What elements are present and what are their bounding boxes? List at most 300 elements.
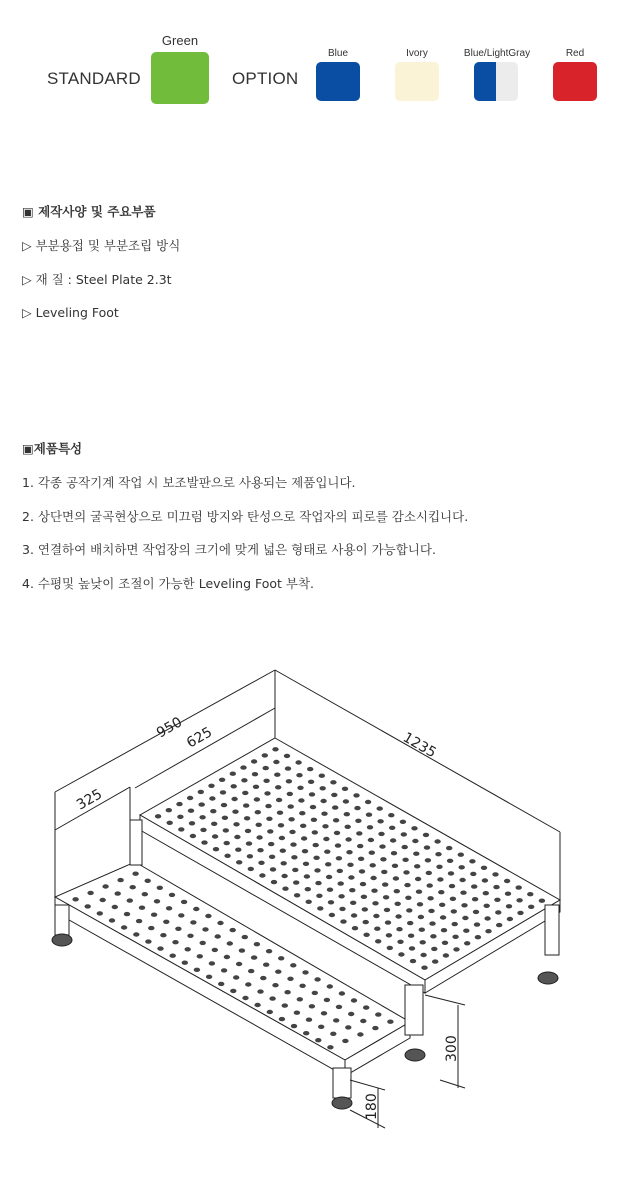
perforation-hole (459, 865, 465, 869)
perforation-hole (172, 940, 178, 944)
perforation-hole (236, 860, 242, 864)
perforation-hole (304, 874, 310, 878)
perforation-hole (395, 914, 401, 918)
perforation-hole (370, 876, 376, 880)
perforation-hole (301, 836, 307, 840)
perforation-hole (224, 854, 230, 858)
perforation-hole (378, 832, 384, 836)
perforation-hole (472, 897, 478, 901)
perforation-hole (175, 927, 181, 931)
perforation-hole (363, 933, 369, 937)
perforation-hole (516, 898, 522, 902)
perforation-hole (109, 918, 115, 922)
perforation-hole (377, 806, 383, 810)
perforation-hole (263, 766, 269, 770)
perforation-hole (317, 906, 323, 910)
perforation-hole (327, 888, 333, 892)
perforation-hole (350, 901, 356, 905)
perforation-hole (414, 864, 420, 868)
perforation-hole (270, 867, 276, 871)
perforation-hole (282, 1003, 288, 1007)
perforation-hole (160, 933, 166, 937)
perforation-hole (432, 959, 438, 963)
perforation-hole (438, 890, 444, 894)
perforation-hole (223, 828, 229, 832)
perforation-hole (187, 934, 193, 938)
perforation-hole (313, 856, 319, 860)
perforation-hole (516, 885, 522, 889)
perforation-hole (258, 861, 264, 865)
perforation-hole (142, 892, 148, 896)
perforation-hole (366, 813, 372, 817)
perforation-hole (363, 920, 369, 924)
perforation-hole (127, 898, 133, 902)
perforation-hole (393, 876, 399, 880)
perforation-hole (272, 747, 278, 751)
perforation-hole (279, 836, 285, 840)
perforation-hole (100, 898, 106, 902)
perforation-hole (363, 1005, 369, 1009)
swatch-blue (316, 62, 360, 101)
perforation-hole (380, 857, 386, 861)
perforation-hole (280, 849, 286, 853)
perforation-hole (188, 809, 194, 813)
perforation-hole (411, 826, 417, 830)
swatch-blue-lightgray (474, 62, 518, 101)
perforation-hole (302, 849, 308, 853)
perforation-hole (294, 893, 300, 897)
perforation-hole (193, 907, 199, 911)
perforation-hole (359, 869, 365, 873)
perforation-hole (446, 846, 452, 850)
perforation-hole (323, 837, 329, 841)
perforation-hole (447, 859, 453, 863)
perforation-hole (236, 962, 242, 966)
perforation-hole (372, 901, 378, 905)
perforation-hole (427, 896, 433, 900)
perforation-hole (244, 816, 250, 820)
perforation-hole (330, 780, 336, 784)
perforation-hole (356, 831, 362, 835)
perforation-hole (505, 892, 511, 896)
perforation-hole (428, 909, 434, 913)
perforation-hole (345, 1025, 351, 1029)
swatch-label-blue-lightgray: Blue/LightGray (463, 48, 531, 59)
perforation-hole (233, 822, 239, 826)
perforation-hole (315, 881, 321, 885)
perforation-hole (194, 968, 200, 972)
perforation-hole (389, 826, 395, 830)
perforation-hole (371, 889, 377, 893)
perforation-hole (292, 868, 298, 872)
perforation-hole (336, 856, 342, 860)
perforation-hole (357, 844, 363, 848)
perforation-hole (274, 773, 280, 777)
perforation-hole (426, 871, 432, 875)
perforation-hole (197, 954, 203, 958)
perforation-hole (539, 899, 545, 903)
perforation-hole (361, 895, 367, 899)
perforation-hole (373, 914, 379, 918)
perforation-hole (435, 852, 441, 856)
perforation-hole (200, 828, 206, 832)
perforation-hole (287, 792, 293, 796)
perforation-hole (233, 975, 239, 979)
perforation-hole (166, 808, 172, 812)
perforation-hole (209, 961, 215, 965)
perforation-hole (383, 895, 389, 899)
perforation-hole (348, 875, 354, 879)
perforation-hole (439, 903, 445, 907)
perforation-hole (358, 857, 364, 861)
standard-label: STANDARD (47, 69, 141, 88)
perforation-hole (424, 845, 430, 849)
perforation-hole (310, 805, 316, 809)
perforation-hole (375, 939, 381, 943)
perforation-hole (189, 821, 195, 825)
perforation-hole (282, 887, 288, 891)
perforation-hole (269, 996, 275, 1000)
perforation-hole (242, 996, 248, 1000)
perforation-hole (202, 927, 208, 931)
perforation-hole (328, 900, 334, 904)
perforation-hole (212, 834, 218, 838)
perforation-hole (169, 893, 175, 897)
perforation-hole (215, 934, 221, 938)
perforation-hole (255, 810, 261, 814)
perforation-hole (154, 899, 160, 903)
perforation-hole (420, 940, 426, 944)
perforation-hole (377, 819, 383, 823)
perforation-hole (284, 754, 290, 758)
perforation-hole (327, 984, 333, 988)
perforation-hole (132, 872, 138, 876)
perforation-hole (205, 914, 211, 918)
perforation-hole (187, 796, 193, 800)
perforation-hole (418, 915, 424, 919)
perforation-hole (493, 885, 499, 889)
perforation-hole (506, 904, 512, 908)
perforation-hole (347, 863, 353, 867)
perforation-hole (208, 784, 214, 788)
feature-item: 4. 수평및 높낮이 조절이 가능한 Leveling Foot 부착. (22, 576, 315, 591)
perforation-hole (382, 882, 388, 886)
feature-item: 2. 상단면의 굴곡현상으로 미끄럼 방지와 탄성으로 작업자의 피로를 감소시킵니다. (22, 509, 469, 524)
perforation-hole (275, 970, 281, 974)
perforation-hole (351, 998, 357, 1002)
perforation-hole (206, 975, 212, 979)
dim-length: 1235 (400, 729, 439, 762)
feature-item: 1. 각종 공작기계 작업 시 보조발판으로 사용되는 제품입니다. (22, 475, 356, 490)
perforation-hole (272, 983, 278, 987)
perforation-hole (463, 929, 469, 933)
perforation-hole (182, 961, 188, 965)
perforation-hole (264, 791, 270, 795)
perforation-hole (267, 1010, 273, 1014)
perforation-hole (415, 877, 421, 881)
perforation-hole (268, 842, 274, 846)
perforation-hole (409, 946, 415, 950)
perforation-hole (345, 837, 351, 841)
perforation-hole (266, 949, 272, 953)
perforation-hole (362, 907, 368, 911)
perforation-hole (473, 910, 479, 914)
perforation-hole (330, 1032, 336, 1036)
perforation-hole (494, 898, 500, 902)
perforation-hole (296, 773, 302, 777)
perforation-hole (504, 879, 510, 883)
perforation-hole (294, 1011, 300, 1015)
perforation-hole (401, 832, 407, 836)
perforation-hole (507, 917, 513, 921)
perforation-hole (286, 779, 292, 783)
perforation-hole (239, 948, 245, 952)
perforation-hole (136, 919, 142, 923)
perforation-hole (321, 812, 327, 816)
perforation-hole (273, 760, 279, 764)
perforation-hole (379, 844, 385, 848)
option-label: OPTION (232, 69, 299, 88)
perforation-hole (276, 798, 282, 802)
perforation-hole (254, 797, 260, 801)
perforation-hole (388, 813, 394, 817)
perforation-hole (300, 824, 306, 828)
perforation-hole (425, 858, 431, 862)
perforation-hole (484, 904, 490, 908)
perforation-hole (266, 817, 272, 821)
perforation-hole (316, 894, 322, 898)
perforation-hole (527, 892, 533, 896)
perforation-hole (253, 785, 259, 789)
perforation-hole (470, 872, 476, 876)
perforation-hole (271, 880, 277, 884)
perforation-hole (461, 903, 467, 907)
perforation-hole (230, 928, 236, 932)
perforation-hole (314, 868, 320, 872)
perforation-hole (308, 780, 314, 784)
perforation-hole (355, 819, 361, 823)
swatch-label-red: Red (565, 48, 585, 59)
perforation-hole (326, 875, 332, 879)
perforation-hole (220, 790, 226, 794)
perforation-hole (413, 852, 419, 856)
perforation-hole (452, 935, 458, 939)
perforation-hole (200, 941, 206, 945)
perforation-hole (360, 1019, 366, 1023)
perforation-hole (459, 878, 465, 882)
perforation-hole (320, 786, 326, 790)
swatch-label-blue: Blue (327, 48, 348, 59)
perforation-hole (453, 947, 459, 951)
perforation-hole (212, 948, 218, 952)
perforation-hole (298, 798, 304, 802)
perforation-hole (311, 818, 317, 822)
spec-title: ▣ 제작사양 및 주요부품 (22, 204, 156, 219)
feature-item: 3. 연결하여 배치하면 작업장의 크기에 맞게 넓은 형태로 사용이 가능합니다. (22, 542, 436, 557)
perforation-hole (431, 947, 437, 951)
perforation-hole (384, 908, 390, 912)
perforation-hole (263, 963, 269, 967)
perforation-hole (340, 919, 346, 923)
perforation-hole (305, 887, 311, 891)
perforation-hole (121, 925, 127, 929)
perforation-hole (324, 998, 330, 1002)
perforation-hole (339, 991, 345, 995)
perforation-hole (221, 968, 227, 972)
perforation-hole (407, 921, 413, 925)
perforation-hole (157, 886, 163, 890)
perforation-hole (190, 920, 196, 924)
spec-item: ▷ 부분용접 및 부분조립 방식 (22, 238, 181, 253)
perforation-hole (441, 928, 447, 932)
perforation-hole (167, 821, 173, 825)
perforation-hole (247, 854, 253, 858)
perforation-hole (419, 928, 425, 932)
perforation-hole (115, 891, 121, 895)
perforation-hole (412, 839, 418, 843)
perforation-hole (402, 858, 408, 862)
perforation-hole (166, 906, 172, 910)
perforation-hole (130, 885, 136, 889)
perforation-hole (211, 822, 217, 826)
swatch-label-green: Green (161, 33, 199, 48)
perforation-hole (390, 838, 396, 842)
perforation-hole (299, 811, 305, 815)
perforation-hole (331, 793, 337, 797)
perforation-hole (333, 1018, 339, 1022)
perforation-hole (259, 873, 265, 877)
perforation-hole (333, 818, 339, 822)
perforation-hole (335, 843, 341, 847)
perforation-hole (145, 939, 151, 943)
dim-total-depth: 950 (154, 714, 186, 742)
perforation-hole (421, 966, 427, 970)
perforation-hole (269, 855, 275, 859)
perforation-hole (256, 835, 262, 839)
perforation-hole (295, 760, 301, 764)
perforation-hole (279, 1017, 285, 1021)
perforation-hole (464, 941, 470, 945)
perforation-hole (451, 909, 457, 913)
perforation-hole (230, 989, 236, 993)
perforation-hole (260, 976, 266, 980)
perforation-hole (242, 791, 248, 795)
perforation-hole (284, 990, 290, 994)
perforation-hole (394, 889, 400, 893)
perforation-hole (458, 853, 464, 857)
perforation-hole (408, 934, 414, 938)
perforation-hole (291, 855, 297, 859)
perforation-hole (217, 921, 223, 925)
perforation-hole (320, 799, 326, 803)
perforation-hole (312, 830, 318, 834)
perforation-hole (222, 816, 228, 820)
perforation-hole (285, 766, 291, 770)
spec-item: ▷ Leveling Foot (22, 305, 119, 320)
perforation-hole (332, 805, 338, 809)
perforation-hole (265, 804, 271, 808)
perforation-hole (288, 817, 294, 821)
perforation-hole (496, 923, 502, 927)
perforation-hole (342, 1039, 348, 1043)
perforation-hole (416, 890, 422, 894)
perforation-hole (450, 897, 456, 901)
perforation-hole (327, 1045, 333, 1049)
perforation-hole (262, 753, 268, 757)
perforation-hole (290, 963, 296, 967)
perforation-hole (257, 989, 263, 993)
perforation-hole (420, 953, 426, 957)
perforation-hole (368, 838, 374, 842)
perforation-hole (178, 913, 184, 917)
perforation-hole (434, 839, 440, 843)
perforation-hole (306, 900, 312, 904)
perforation-hole (309, 792, 315, 796)
perforation-hole (267, 829, 273, 833)
perforation-hole (145, 879, 151, 883)
perforation-hole (449, 884, 455, 888)
perforation-hole (410, 959, 416, 963)
perforation-hole (436, 865, 442, 869)
perforation-hole (325, 862, 331, 866)
perforation-hole (430, 934, 436, 938)
perforation-hole (443, 953, 449, 957)
perforation-hole (385, 920, 391, 924)
perforation-hole (360, 882, 366, 886)
perforation-hole (290, 842, 296, 846)
perforation-hole (248, 969, 254, 973)
perforation-hole (124, 912, 130, 916)
perforation-hole (475, 935, 481, 939)
perforation-hole (391, 851, 397, 855)
perforation-hole (517, 911, 523, 915)
perforation-hole (429, 921, 435, 925)
perforation-hole (281, 861, 287, 865)
perforation-hole (275, 785, 281, 789)
perforation-hole (133, 932, 139, 936)
perforation-hole (334, 831, 340, 835)
perforation-hole (482, 878, 488, 882)
perforation-hole (224, 841, 230, 845)
perforation-hole (398, 952, 404, 956)
perforation-hole (440, 915, 446, 919)
perforation-hole (302, 970, 308, 974)
perforation-hole (297, 786, 303, 790)
perforation-hole (277, 811, 283, 815)
perforation-hole (87, 891, 93, 895)
perforation-hole (322, 824, 328, 828)
swatch-red (553, 62, 597, 101)
perforation-hole (281, 874, 287, 878)
perforation-hole (213, 847, 219, 851)
perforation-hole (370, 863, 376, 867)
perforation-hole (452, 922, 458, 926)
perforation-hole (254, 1003, 260, 1007)
perforation-hole (170, 954, 176, 958)
perforation-hole (423, 833, 429, 837)
perforation-hole (151, 913, 157, 917)
perforation-hole (329, 913, 335, 917)
perforation-hole (209, 796, 215, 800)
perforation-hole (163, 920, 169, 924)
perforation-hole (417, 902, 423, 906)
spec-item: ▷ 재 질 : Steel Plate 2.3t (22, 272, 172, 287)
perforation-hole (278, 823, 284, 827)
perforation-hole (495, 910, 501, 914)
perforation-hole (254, 942, 260, 946)
perforation-hole (315, 1038, 321, 1042)
perforation-hole (299, 984, 305, 988)
